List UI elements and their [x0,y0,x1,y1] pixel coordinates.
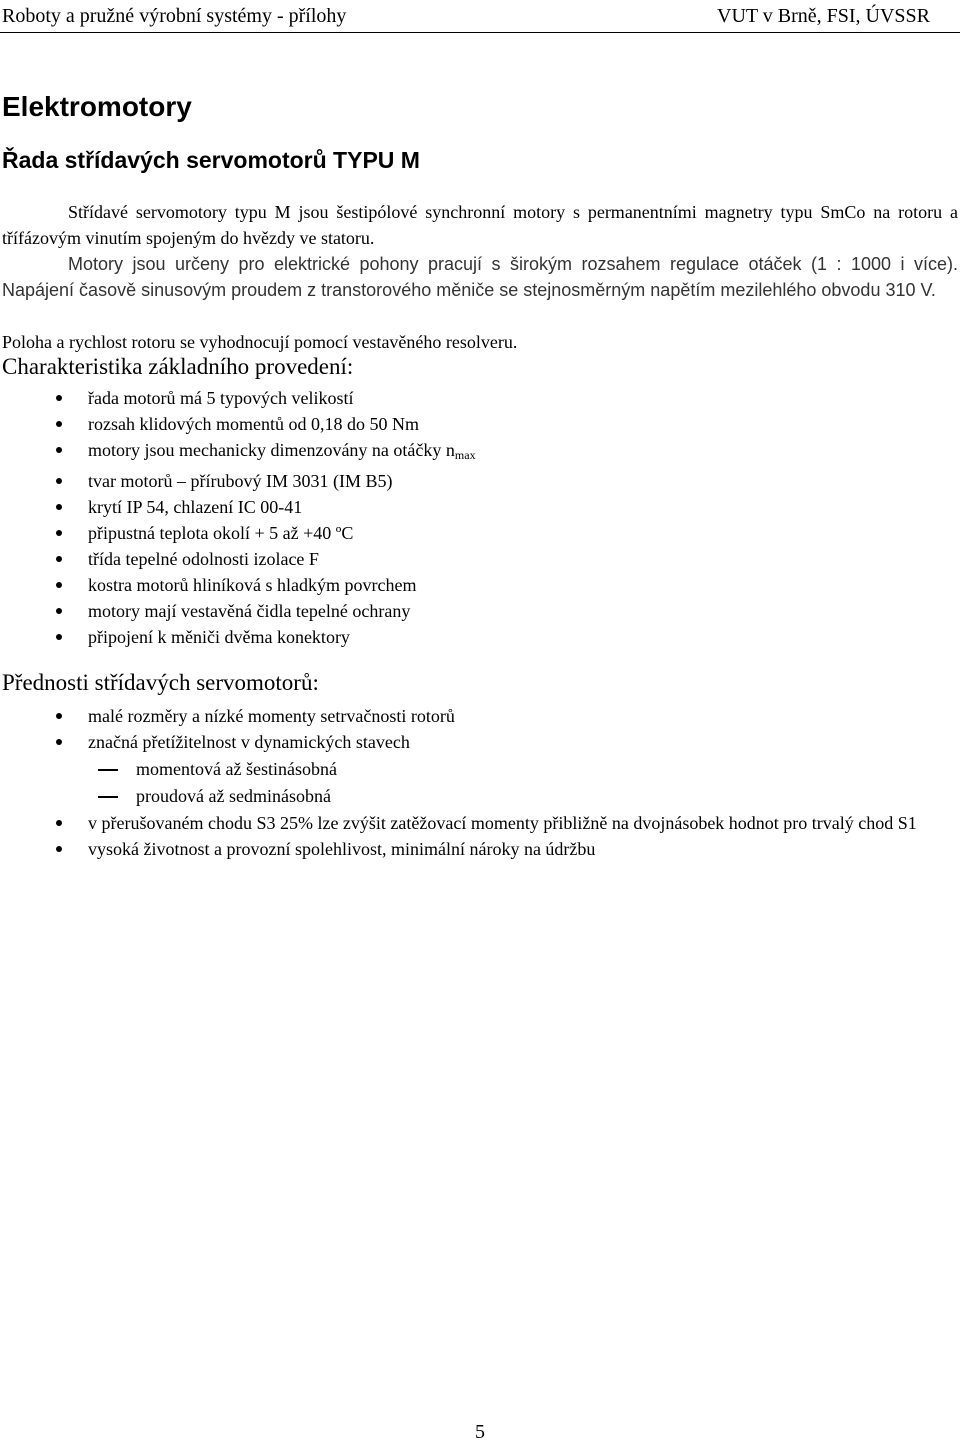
advantages-list [0,703,958,862]
list-item: motory mají vestavěná čidla tepelné ochrany [0,598,958,624]
header-right-text: VUT v Brně, FSI, ÚVSSR [717,5,930,27]
bullet-icon [56,608,62,614]
bullet-icon [56,556,62,562]
list-item: vysoká životnost a provozní spolehlivost, minimální nároky na údržbu [0,836,958,862]
list-item: v přerušovaném chodu S3 25% lze zvýšit zatěžovací momenty přibližně na dvojnásobek hodnot pro trvalý chod S1 [0,810,958,836]
list-item: krytí IP 54, chlazení IC 00-41 [0,494,958,520]
characteristics-list [0,385,958,650]
list-item: rozsah klidových momentů od 0,18 do 50 Nm [0,411,958,437]
list-item: kostra motorů hliníková s hladkým povrchem [0,572,958,598]
bullet-icon [56,739,62,745]
bullet-icon [56,447,62,453]
bullet-icon [56,820,62,826]
list-item: připustná teplota okolí + 5 až +40 ºC [0,520,958,546]
intro-paragraph-3: Poloha a rychlost rotoru se vyhodnocují pomocí vestavěného resolveru. [2,332,518,352]
dash-icon [98,796,118,798]
page-title: Elektromotory [2,91,192,122]
sub-list-item: proudová až sedminásobná [0,783,958,809]
bullet-icon [56,504,62,510]
page-number: 5 [475,1421,485,1443]
bullet-icon [56,530,62,536]
bullet-icon [56,846,62,852]
list-item: připojení k měniči dvěma konektory [0,624,958,650]
bullet-icon [56,713,62,719]
characteristics-heading: Charakteristika základního provedení: [2,354,354,379]
subscript-max: max [454,448,476,462]
intro-paragraph-2: Motory jsou určeny pro elektrické pohony pracují s širokým rozsahem regulace otáček (1 : 1000 i více). Napájení časově sinusovým proudem z transtorového měniče se stejnosměrným napětím mezilehlého obvodu 310 V. [2,254,958,300]
list-item: třída tepelné odolnosti izolace F [0,546,958,572]
bullet-icon [56,582,62,588]
advantages-heading: Přednosti střídavých servomotorů: [2,670,319,695]
page-header [2,4,930,30]
bullet-icon [56,634,62,640]
header-left-text: Roboty a pružné výrobní systémy - přílohy [2,5,347,27]
intro-paragraph-1: Střídavé servomotory typu M jsou šestipólové synchronní motory s permanentními magnetry typu SmCo na rotoru a třífázovým vinutím spojeným do hvězdy ve statoru. [2,202,958,248]
list-item: řada motorů má 5 typových velikostí [0,385,958,411]
list-item: motory jsou mechanicky dimenzovány na otáčky $n_{max}$ [0,437,958,468]
list-item: značná přetížitelnost v dynamických stavech [0,729,958,755]
section-title: Řada střídavých servomotorů TYPU M [2,147,420,173]
dash-icon [98,769,118,771]
bullet-icon [56,421,62,427]
bullet-icon [56,478,62,484]
bullet-icon [56,395,62,401]
list-item: tvar motorů – přírubový IM 3031 (IM B5) [0,468,958,494]
list-item: malé rozměry a nízké momenty setrvačnosti rotorů [0,703,958,729]
sub-list-item: momentová až šestinásobná [0,756,958,782]
header-divider [0,32,960,33]
